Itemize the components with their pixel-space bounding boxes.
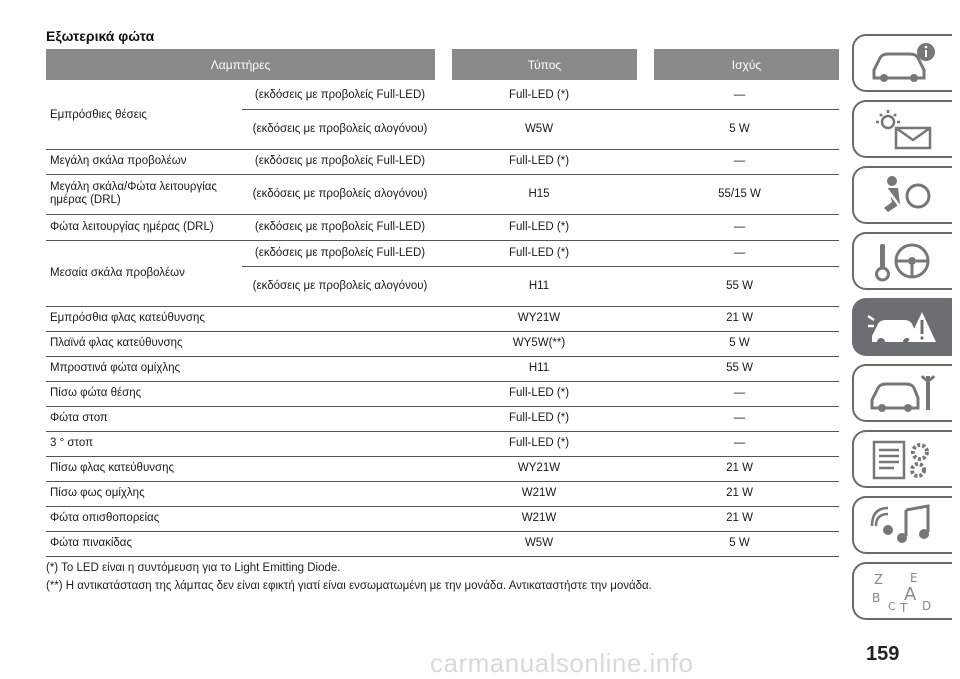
version-cell: (εκδόσεις με προβολείς αλογόνου) — [242, 266, 438, 306]
power-cell: 5 W — [640, 531, 839, 556]
page-number: 159 — [866, 643, 900, 665]
version-cell: (εκδόσεις με προβολείς Full-LED) — [242, 83, 438, 109]
footnotes — [46, 559, 846, 595]
type-cell: W21W — [438, 481, 640, 506]
version-cell — [242, 431, 438, 456]
power-cell: — — [640, 406, 839, 431]
table-row — [46, 356, 839, 381]
lamp-name: 3 ° στοπ — [46, 431, 242, 456]
type-cell: Full-LED (*) — [438, 240, 640, 266]
table-row — [46, 306, 839, 331]
svg-text:D: D — [922, 599, 932, 613]
power-cell: 55 W — [640, 266, 839, 306]
airbag-seatbelt-icon — [866, 172, 940, 218]
table-row — [46, 531, 839, 556]
version-cell: (εκδόσεις με προβολείς αλογόνου) — [242, 109, 438, 149]
power-cell: — — [640, 214, 839, 240]
type-cell: WY5W(**) — [438, 331, 640, 356]
type-cell: H11 — [438, 266, 640, 306]
table-row — [46, 406, 839, 431]
power-cell: 55 W — [640, 356, 839, 381]
lamp-name: Φώτα πινακίδας — [46, 531, 242, 556]
car-wrench-icon — [866, 370, 940, 416]
power-cell: — — [640, 431, 839, 456]
index-letters-icon — [866, 568, 940, 614]
table-row — [46, 481, 839, 506]
version-cell: (εκδόσεις με προβολείς αλογόνου) — [242, 174, 438, 214]
power-cell: 5 W — [640, 109, 839, 149]
chapter-tabs — [852, 34, 960, 628]
svg-text:T: T — [900, 601, 908, 614]
lamp-name: Μεγάλη σκάλα προβολέων — [46, 149, 242, 174]
tab-emergency[interactable] — [852, 298, 952, 356]
type-cell: Full-LED (*) — [438, 149, 640, 174]
lamp-name: Πίσω φώτα θέσης — [46, 381, 242, 406]
type-cell: Full-LED (*) — [438, 406, 640, 431]
table-row — [46, 214, 839, 240]
svg-text:Z: Z — [874, 573, 883, 588]
table-row — [46, 174, 839, 214]
table-row — [46, 431, 839, 456]
version-cell — [242, 356, 438, 381]
key-steering-wheel-icon — [866, 238, 940, 284]
type-cell: H11 — [438, 356, 640, 381]
page-title: Εξωτερικά φώτα — [46, 28, 155, 44]
version-cell — [242, 481, 438, 506]
version-cell — [242, 306, 438, 331]
power-cell: — — [640, 83, 839, 109]
svg-text:C: C — [888, 600, 896, 613]
power-cell: — — [640, 240, 839, 266]
lamp-name: Φώτα οπισθοπορείας — [46, 506, 242, 531]
type-cell: H15 — [438, 174, 640, 214]
svg-text:E: E — [910, 571, 918, 585]
version-cell — [242, 506, 438, 531]
power-cell: 21 W — [640, 306, 839, 331]
multimedia-icon — [866, 502, 940, 548]
watermark: carmanualsonline.info — [430, 648, 694, 678]
column-header-type: Τύπος — [452, 49, 637, 80]
tab-starting-driving[interactable] — [852, 232, 952, 290]
car-breakdown-icon — [866, 304, 940, 350]
bulb-spec-table — [46, 83, 839, 557]
svg-text:A: A — [904, 584, 917, 605]
table-row — [46, 456, 839, 481]
lamp-name: Πλαϊνά φλας κατεύθυνσης — [46, 331, 242, 356]
lamp-name: Πίσω φλας κατεύθυνσης — [46, 456, 242, 481]
tab-technical-specs[interactable] — [852, 430, 952, 488]
specs-gears-icon — [866, 436, 940, 482]
type-cell: Full-LED (*) — [438, 214, 640, 240]
lamp-name: Εμπρόσθια φλας κατεύθυνσης — [46, 306, 242, 331]
lamp-name: Πίσω φως ομίχλης — [46, 481, 242, 506]
tab-index[interactable] — [852, 562, 952, 620]
type-cell: Full-LED (*) — [438, 381, 640, 406]
version-cell: (εκδόσεις με προβολείς Full-LED) — [242, 214, 438, 240]
version-cell — [242, 331, 438, 356]
table-row — [46, 149, 839, 174]
tab-multimedia[interactable] — [852, 496, 952, 554]
type-cell: WY21W — [438, 456, 640, 481]
type-cell: W21W — [438, 506, 640, 531]
tab-car-info[interactable] — [852, 34, 952, 92]
warning-lights-envelope-icon — [866, 106, 940, 152]
power-cell: — — [640, 381, 839, 406]
column-header-lamps: Λαμπτήρες — [46, 49, 435, 80]
lamp-name: Μεσαία σκάλα προβολέων — [46, 240, 242, 306]
power-cell: — — [640, 149, 839, 174]
version-cell: (εκδόσεις με προβολείς Full-LED) — [242, 240, 438, 266]
lamp-name: Φώτα λειτουργίας ημέρας (DRL) — [46, 214, 242, 240]
tab-maintenance[interactable] — [852, 364, 952, 422]
tab-warning-lights[interactable] — [852, 100, 952, 158]
type-cell: Full-LED (*) — [438, 83, 640, 109]
version-cell — [242, 406, 438, 431]
power-cell: 21 W — [640, 506, 839, 531]
type-cell: W5W — [438, 531, 640, 556]
footnote-integrated-bulb: (**) Η αντικατάσταση της λάμπας δεν είναι εφικτή γιατί είναι ενσωματωμένη με την μονάδα. Αντικαταστήστε την μονάδα. — [46, 580, 652, 592]
svg-text:B: B — [872, 591, 881, 605]
power-cell: 21 W — [640, 481, 839, 506]
table-row — [46, 331, 839, 356]
table-row — [46, 240, 839, 266]
version-cell — [242, 531, 438, 556]
type-cell: W5W — [438, 109, 640, 149]
power-cell: 55/15 W — [640, 174, 839, 214]
version-cell: (εκδόσεις με προβολείς Full-LED) — [242, 149, 438, 174]
type-cell: WY21W — [438, 306, 640, 331]
version-cell — [242, 456, 438, 481]
type-cell: Full-LED (*) — [438, 431, 640, 456]
lamp-name: Εμπρόσθιες θέσεις — [46, 83, 242, 149]
power-cell: 5 W — [640, 331, 839, 356]
car-info-icon — [866, 40, 940, 86]
table-row — [46, 83, 839, 109]
column-header-power: Ισχύς — [654, 49, 839, 80]
table-row — [46, 506, 839, 531]
lamp-name: Μπροστινά φώτα ομίχλης — [46, 356, 242, 381]
version-cell — [242, 381, 438, 406]
footnote-led: (*) Το LED είναι η συντόμευση για το Light Emitting Diode. — [46, 562, 341, 574]
power-cell: 21 W — [640, 456, 839, 481]
lamp-name: Φώτα στοπ — [46, 406, 242, 431]
tab-safety[interactable] — [852, 166, 952, 224]
lamp-name: Μεγάλη σκάλα/Φώτα λειτουργίας ημέρας (DRL) — [46, 174, 242, 214]
table-row — [46, 381, 839, 406]
